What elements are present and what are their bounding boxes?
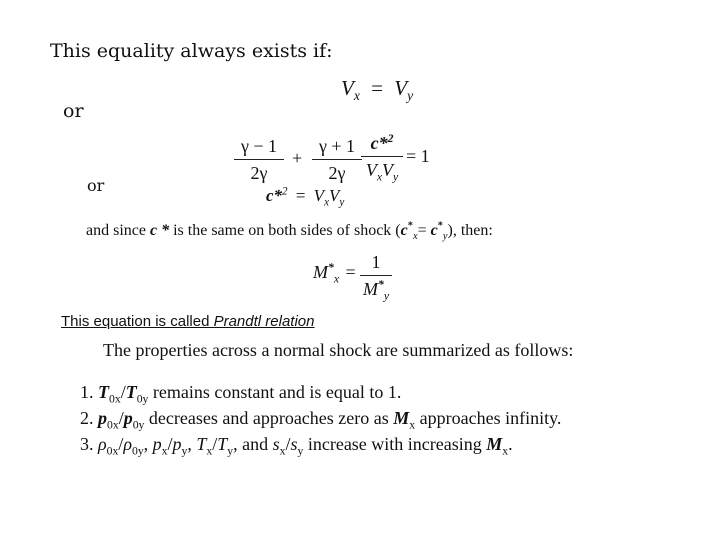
item2-text: decreases and approaches zero as [144, 408, 394, 428]
eq4-bar [360, 275, 392, 276]
eq3-rhs-a: V [313, 186, 325, 205]
eq2-t1-num: γ − 1 [240, 136, 278, 156]
or-label-2: or [87, 176, 105, 195]
item3-and: and [242, 434, 269, 454]
prandtl-caption [61, 313, 315, 330]
item3-r2-sub: x [161, 444, 168, 458]
item3-r4-sub: x [279, 444, 286, 458]
item3-r2b-sub: y [181, 444, 188, 458]
eq3-op: = [295, 186, 306, 205]
item3-r2: p [152, 434, 162, 454]
item3-r2b: p [172, 434, 182, 454]
eq2-rhs: = 1 [406, 146, 430, 166]
item3-m-sub: x [502, 444, 509, 458]
item3-r3b-sub: y [227, 444, 234, 458]
eq2-term3 [361, 132, 403, 184]
eq1-rhs-sub: y [407, 88, 414, 104]
eq3-lhs: c* [266, 186, 283, 205]
item3-num: 3. [80, 434, 94, 454]
item3-text: increase with increasing [303, 434, 487, 454]
eq2-plus: + [292, 148, 303, 168]
item2-num: 2. [80, 408, 94, 428]
since-mid: is the same on both sides of shock ( [169, 222, 401, 239]
item3-end: . [508, 434, 513, 454]
eq2-t3-den-b-sub: y [393, 170, 399, 184]
item3-r3: T [196, 434, 207, 454]
eq2-t2-den: 2γ [328, 163, 346, 183]
equation-velocity-equality [341, 76, 414, 104]
eq2-t3-den-b: V [382, 160, 393, 180]
since-cy-sup: * [437, 220, 443, 232]
summary-intro: The properties across a normal shock are summarized as follows: [103, 340, 574, 360]
list-item [80, 382, 402, 406]
item1-num: 1. [80, 382, 94, 402]
eq2-term2 [312, 136, 362, 184]
eq1-lhs: V [341, 76, 354, 100]
since-cy-sub: y [442, 231, 448, 243]
item1-b: T [125, 382, 137, 402]
eq4-op: = [345, 262, 356, 282]
eq4-num: 1 [371, 252, 381, 272]
intro-text: This equality always exists if: [50, 40, 333, 62]
eq2-t3-den-a: V [365, 160, 377, 180]
eq3-lhs-sup: 2 [282, 185, 288, 198]
item1-a-sub: 0x [109, 392, 121, 406]
item3-r1-sub: 0x [106, 444, 119, 458]
item3-r3-sub: x [206, 444, 213, 458]
since-cy: c [430, 222, 438, 239]
eq4-fraction [360, 252, 392, 303]
caption-pre: This equation is called [61, 313, 214, 330]
eq1-rhs: V [394, 76, 408, 100]
eq4-den-sup: * [377, 278, 384, 291]
item2-a-sub: 0x [107, 418, 119, 432]
eq2-t3-den-a-sub: x [376, 170, 382, 184]
item1-slash: / [120, 382, 126, 402]
eq3-rhs-b: V [328, 186, 340, 205]
eq2-t3-num: c* [370, 133, 388, 153]
eq4-den-sub: y [383, 289, 390, 303]
since-cx-sup: * [407, 220, 413, 232]
eq1-op: = [371, 76, 383, 100]
eq2-t1-den: 2γ [250, 163, 268, 183]
item2-a: p [98, 408, 107, 428]
eq2-term1 [234, 136, 284, 184]
eq4-lhs-group [313, 261, 356, 286]
since-eq: = [417, 222, 431, 239]
item2-m-sub: x [409, 418, 416, 432]
eq2-t3-bar [361, 156, 403, 157]
list-item: 3. $\rho_{0x}/\rho_{0y}$, $p_x/p_y$, $T_x/T_y$, and $s_x/s_y$ increase with increasing $M_x$. [80, 434, 513, 458]
eq4-lhs-sub: x [333, 272, 340, 286]
eq2-t3-sup: 2 [387, 132, 394, 145]
eq3-rhs-a-sub: x [324, 196, 329, 209]
item3-r1b: ρ [123, 434, 132, 454]
item3-r1b-sub: 0y [131, 444, 144, 458]
item2-b-sub: 0y [132, 418, 145, 432]
item2-tail: approaches infinity. [415, 408, 562, 428]
since-line [86, 220, 493, 243]
since-cx: c [400, 222, 408, 239]
eq1-lhs-sub: x [353, 88, 360, 104]
equation-critical-speed [266, 185, 345, 209]
eq4-lhs-sup: * [328, 261, 334, 274]
eq2-t2-num: γ + 1 [318, 136, 356, 156]
caption-italic: Prandtl relation [213, 313, 315, 330]
list-item [80, 408, 562, 432]
eq2-t2-bar [312, 159, 362, 160]
item3-r3b: T [217, 434, 228, 454]
eq2-t1-bar [234, 159, 284, 160]
item2-slash: / [118, 408, 124, 428]
item1-b-sub: 0y [136, 392, 149, 406]
item1-text: remains constant and is equal to 1. [148, 382, 402, 402]
since-cstar: c * [149, 222, 170, 239]
eq3-rhs-b-sub: y [339, 196, 345, 209]
since-cx-sub: x [412, 231, 418, 243]
item2-m: M [393, 408, 410, 428]
eq4-den: M [362, 279, 378, 299]
item3-r1: ρ [98, 434, 107, 454]
item1-a: T [98, 382, 109, 402]
item2-b: p [123, 408, 133, 428]
or-label-1: or [63, 100, 84, 122]
since-post: ), then: [447, 222, 493, 239]
item3-r4b-sub: y [297, 444, 304, 458]
item3-r4: s [272, 434, 280, 454]
since-pre: and since [86, 222, 150, 239]
item3-m: M [486, 434, 503, 454]
eq4-lhs: M [313, 262, 328, 282]
item3-r4b: s [290, 434, 298, 454]
